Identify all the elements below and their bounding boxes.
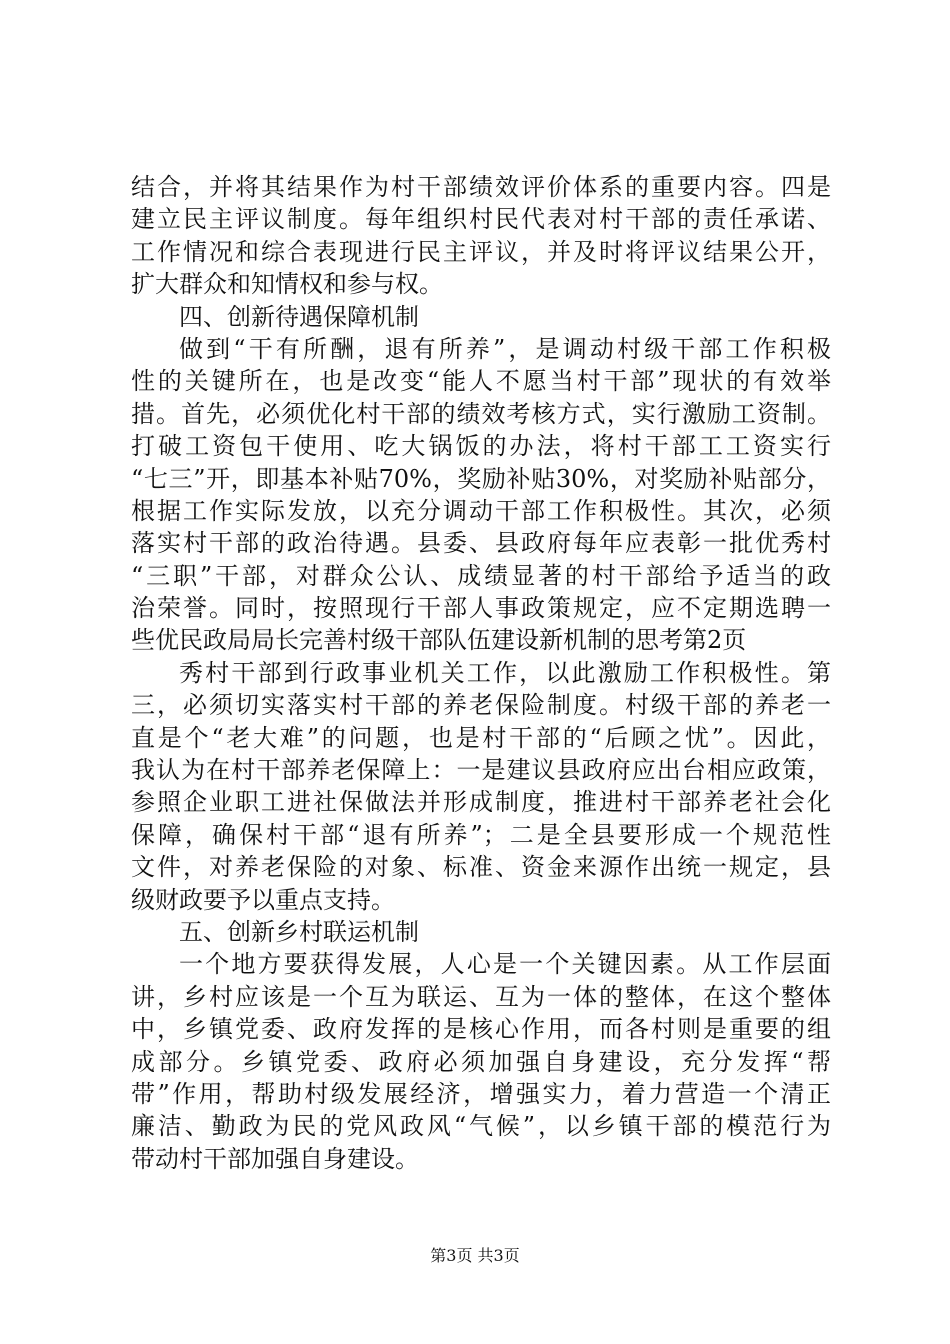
text-line: 文件，对养老保险的对象、标准、资金来源作出统一规定，县 (131, 853, 831, 882)
text-line: 打破工资包干使用、吃大锅饭的办法，将村干部工工资实行 (131, 432, 831, 461)
text-line: 结合，并将其结果作为村干部绩效评价体系的重要内容。四是 (131, 173, 831, 201)
text-line: 一个地方要获得发展，人心是一个关键因素。从工作层面 (179, 950, 831, 979)
text-line: 保障，确保村干部“退有所养”；二是全县要形成一个规范性 (131, 820, 831, 849)
text-line: 成部分。乡镇党委、政府必须加强自身建设，充分发挥“帮 (131, 1047, 831, 1076)
text-line: 三，必须切实落实村干部的养老保险制度。村级干部的养老一 (131, 691, 831, 720)
text-line: 性的关键所在，也是改变“能人不愿当村干部”现状的有效举 (131, 367, 831, 396)
text-line: 讲，乡村应该是一个互为联运、互为一体的整体，在这个整体 (131, 982, 831, 1011)
text-line: 直是个“老大难”的问题，也是村干部的“后顾之忧”。因此， (131, 723, 831, 752)
text-line: 扩大群众和知情权和参与权。 (131, 270, 443, 299)
text-line: 措。首先，必须优化村干部的绩效考核方式，实行激励工资制。 (131, 399, 831, 428)
text-line: 做到“干有所酬，退有所养”，是调动村级干部工作积极 (179, 334, 831, 363)
text-line: 廉洁、勤政为民的党风政风“气候”，以乡镇干部的模范行为 (131, 1112, 831, 1141)
text-line: 工作情况和综合表现进行民主评议，并及时将评议结果公开， (131, 237, 831, 266)
text-line: “三职”干部，对群众公认、成绩显著的村干部给予适当的政 (131, 561, 831, 590)
text-line: 参照企业职工进社保做法并形成制度，推进村干部养老社会化 (131, 788, 831, 817)
text-line: 我认为在村干部养老保障上：一是建议县政府应出台相应政策， (131, 756, 831, 785)
text-line: 些优民政局局长完善村级干部队伍建设新机制的思考第2页 (131, 626, 747, 655)
text-line: 治荣誉。同时，按照现行干部人事政策规定，应不定期选聘一 (131, 594, 831, 623)
page-number: 第3页 共3页 (430, 1246, 520, 1265)
text-line: 四、创新待遇保障机制 (179, 302, 419, 331)
text-line: “七三”开，即基本补贴70%，奖励补贴30%，对奖励补贴部分， (131, 464, 831, 493)
document-body (131, 171, 831, 1175)
text-line: 五、创新乡村联运机制 (179, 917, 419, 946)
text-line: 秀村干部到行政事业机关工作，以此激励工作积极性。第 (179, 658, 831, 687)
text-line: 级财政要予以重点支持。 (131, 885, 395, 914)
text-line: 根据工作实际发放，以充分调动干部工作积极性。其次，必须 (131, 496, 831, 525)
page-footer (0, 1244, 950, 1268)
text-line: 落实村干部的政治待遇。县委、县政府每年应表彰一批优秀村 (131, 529, 831, 558)
text-line: 中，乡镇党委、政府发挥的是核心作用，而各村则是重要的组 (131, 1015, 831, 1044)
text-line: 带”作用，帮助村级发展经济，增强实力，着力营造一个清正 (131, 1079, 831, 1108)
text-line: 建立民主评议制度。每年组织村民代表对村干部的责任承诺、 (131, 205, 831, 234)
text-line: 带动村干部加强自身建设。 (131, 1144, 419, 1173)
